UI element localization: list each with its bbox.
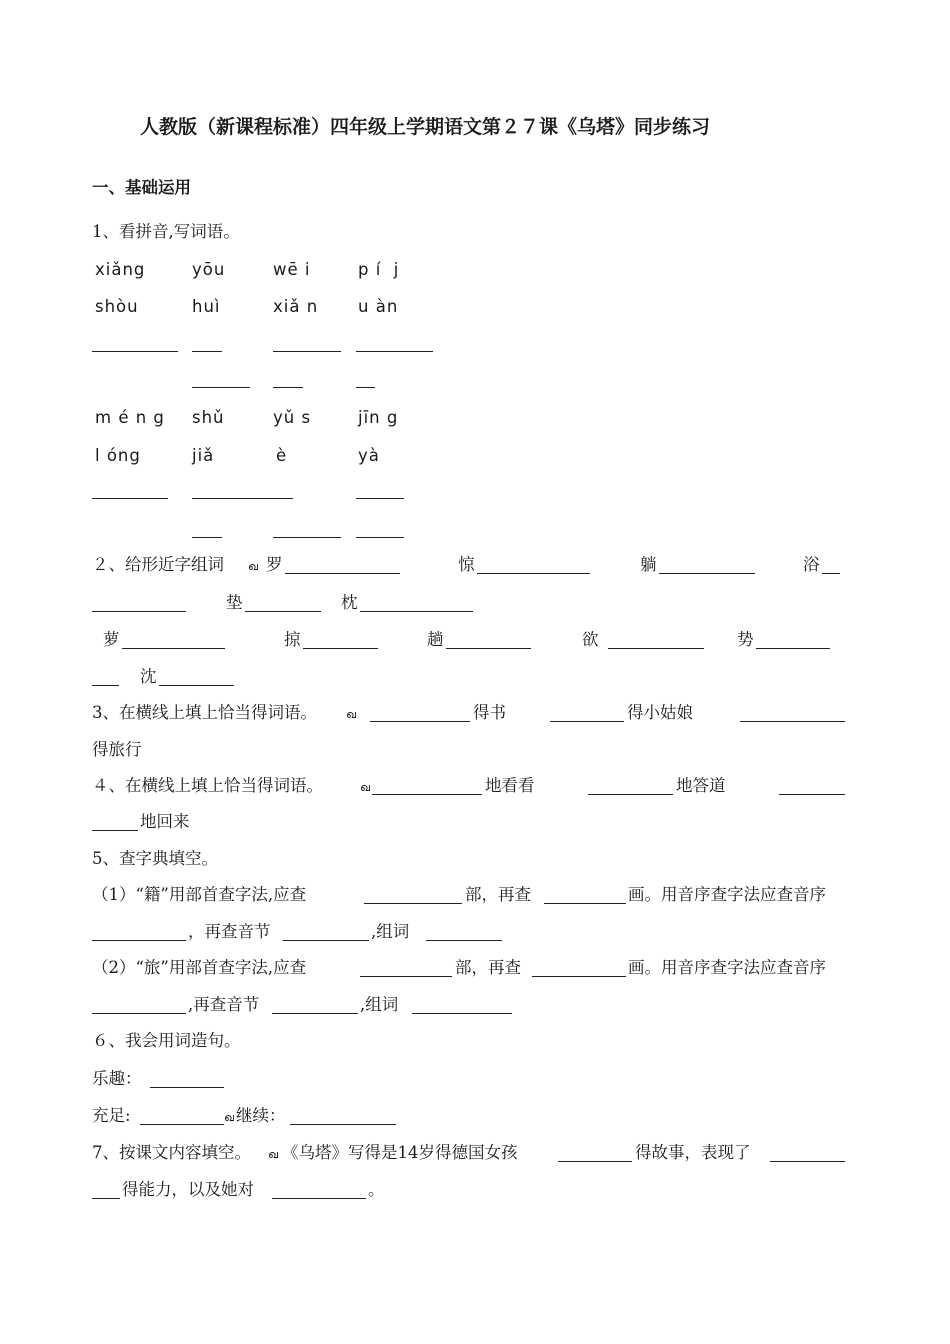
bullet-glyph: ഖ [360,781,371,794]
answer-blank[interactable] [779,794,845,795]
q7-prompt: 7、按课文内容填空。 [92,1143,251,1162]
answer-blank[interactable] [659,573,755,574]
pinyin: yōu [192,260,226,279]
answer-blank[interactable] [283,940,369,941]
word: 萝 [103,630,120,649]
answer-blank[interactable] [122,648,225,649]
bullet-glyph: ഖ [248,560,259,573]
q5-text: ，再查音节 [188,922,271,941]
answer-blank[interactable] [245,611,321,612]
q7-text: 得故事，表现了 [635,1143,751,1162]
answer-blank[interactable] [192,537,222,538]
section-heading: 一、基础运用 [92,178,191,197]
answer-blank[interactable] [412,1013,512,1014]
answer-blank[interactable] [588,794,673,795]
answer-blank[interactable] [285,573,400,574]
answer-blank[interactable] [372,794,482,795]
q6-prompt: ６、我会用词造句。 [92,1031,241,1050]
answer-blank[interactable] [92,685,119,686]
word: 浴 [803,555,820,574]
answer-blank[interactable] [92,351,178,352]
pinyin: l óng [95,446,141,465]
word: 惊 [458,555,475,574]
bullet-glyph: ഖ [224,1111,235,1124]
q2-prompt: ２、给形近字组词 [92,555,224,574]
pinyin: yǔ s [273,408,312,427]
word: 沈 [140,667,157,686]
pinyin: yà [358,446,380,465]
q1-prompt: 1、看拼音,写词语。 [92,222,240,241]
bullet-glyph: ഖ [268,1148,279,1161]
phrase: 得小姑娘 [627,703,693,722]
answer-blank[interactable] [356,537,404,538]
word: 欲 [582,630,599,649]
q4-prompt: ４、在横线上填上恰当得词语。 [92,776,323,795]
page-title: 人教版（新课程标准）四年级上学期语文第２７课《乌塔》同步练习 [140,116,711,138]
word: 势 [737,630,754,649]
pinyin: wē i [273,260,311,279]
answer-blank[interactable] [92,1013,186,1014]
q5-text: （1）“籍”用部首查字法,应查 [92,885,307,904]
q5-text: ,再查音节 [188,995,260,1014]
answer-blank[interactable] [356,387,375,388]
answer-blank[interactable] [770,1161,845,1162]
word: 趟 [427,630,444,649]
pinyin: p í j [358,260,400,279]
q6-word: 乐趣： [92,1069,142,1088]
answer-blank[interactable] [92,611,186,612]
answer-blank[interactable] [756,648,830,649]
answer-blank[interactable] [272,1013,358,1014]
phrase: 地回来 [140,812,190,831]
answer-blank[interactable] [273,387,303,388]
q5-text: 画。用音序查字法应查音序 [628,958,826,977]
answer-blank[interactable] [356,351,433,352]
answer-blank[interactable] [740,721,845,722]
pinyin: shǔ [192,408,225,427]
q5-prompt: 5、查字典填空。 [92,849,218,868]
word: 垫 [226,593,243,612]
phrase: 地答道 [676,776,726,795]
answer-blank[interactable] [92,1198,120,1199]
pinyin: m é n g [95,408,165,427]
answer-blank[interactable] [303,648,378,649]
answer-blank[interactable] [364,903,462,904]
answer-blank[interactable] [370,721,470,722]
answer-blank[interactable] [360,611,473,612]
q6-word: 继续： [236,1106,286,1125]
q6-word: 充足: [92,1106,131,1125]
answer-blank[interactable] [544,903,626,904]
q5-text: 部，再查 [465,885,531,904]
pinyin: huì [192,297,221,316]
answer-blank[interactable] [140,1124,224,1125]
answer-blank[interactable] [608,648,704,649]
answer-blank[interactable] [446,648,531,649]
answer-blank[interactable] [273,351,341,352]
answer-blank[interactable] [272,1198,366,1199]
answer-blank[interactable] [192,498,293,499]
bullet-glyph: ഖ [346,708,357,721]
word: 罗 [266,555,283,574]
q3-prompt: 3、在横线上填上恰当得词语。 [92,703,317,722]
answer-blank[interactable] [273,537,341,538]
phrase: 地看看 [485,776,535,795]
pinyin: shòu [95,297,139,316]
answer-blank[interactable] [92,940,186,941]
q5-text: ,组词 [360,995,399,1014]
q7-text: 。 [368,1180,385,1199]
q5-text: ,组词 [371,922,410,941]
pinyin: è [276,446,288,465]
answer-blank[interactable] [532,976,626,977]
answer-blank[interactable] [290,1124,396,1125]
phrase: 得书 [473,703,506,722]
answer-blank[interactable] [360,976,452,977]
pinyin: jīn g [358,408,399,427]
answer-blank[interactable] [558,1161,632,1162]
word: 掠 [284,630,301,649]
pinyin: u àn [358,297,399,316]
answer-blank[interactable] [159,685,234,686]
q5-text: 画。用音序查字法应查音序 [628,885,826,904]
pinyin: xiǎng [95,260,146,279]
word: 躺 [640,555,657,574]
answer-blank[interactable] [426,940,502,941]
answer-blank[interactable] [150,1087,224,1088]
answer-blank[interactable] [92,830,138,831]
q5-text: （2）“旅”用部首查字法,应查 [92,958,307,977]
answer-blank[interactable] [822,573,840,574]
answer-blank[interactable] [550,721,624,722]
q7-text: 《乌塔》写得是14岁得德国女孩 [282,1143,518,1162]
q7-text: 得能力，以及她对 [122,1180,254,1199]
answer-blank[interactable] [192,351,222,352]
answer-blank[interactable] [356,498,404,499]
pinyin: xiǎ n [273,297,319,316]
q5-text: 部，再查 [455,958,521,977]
phrase: 得旅行 [92,740,142,759]
pinyin: jiǎ [192,446,215,465]
answer-blank[interactable] [192,387,250,388]
answer-blank[interactable] [92,498,168,499]
word: 枕 [341,593,358,612]
answer-blank[interactable] [477,573,590,574]
